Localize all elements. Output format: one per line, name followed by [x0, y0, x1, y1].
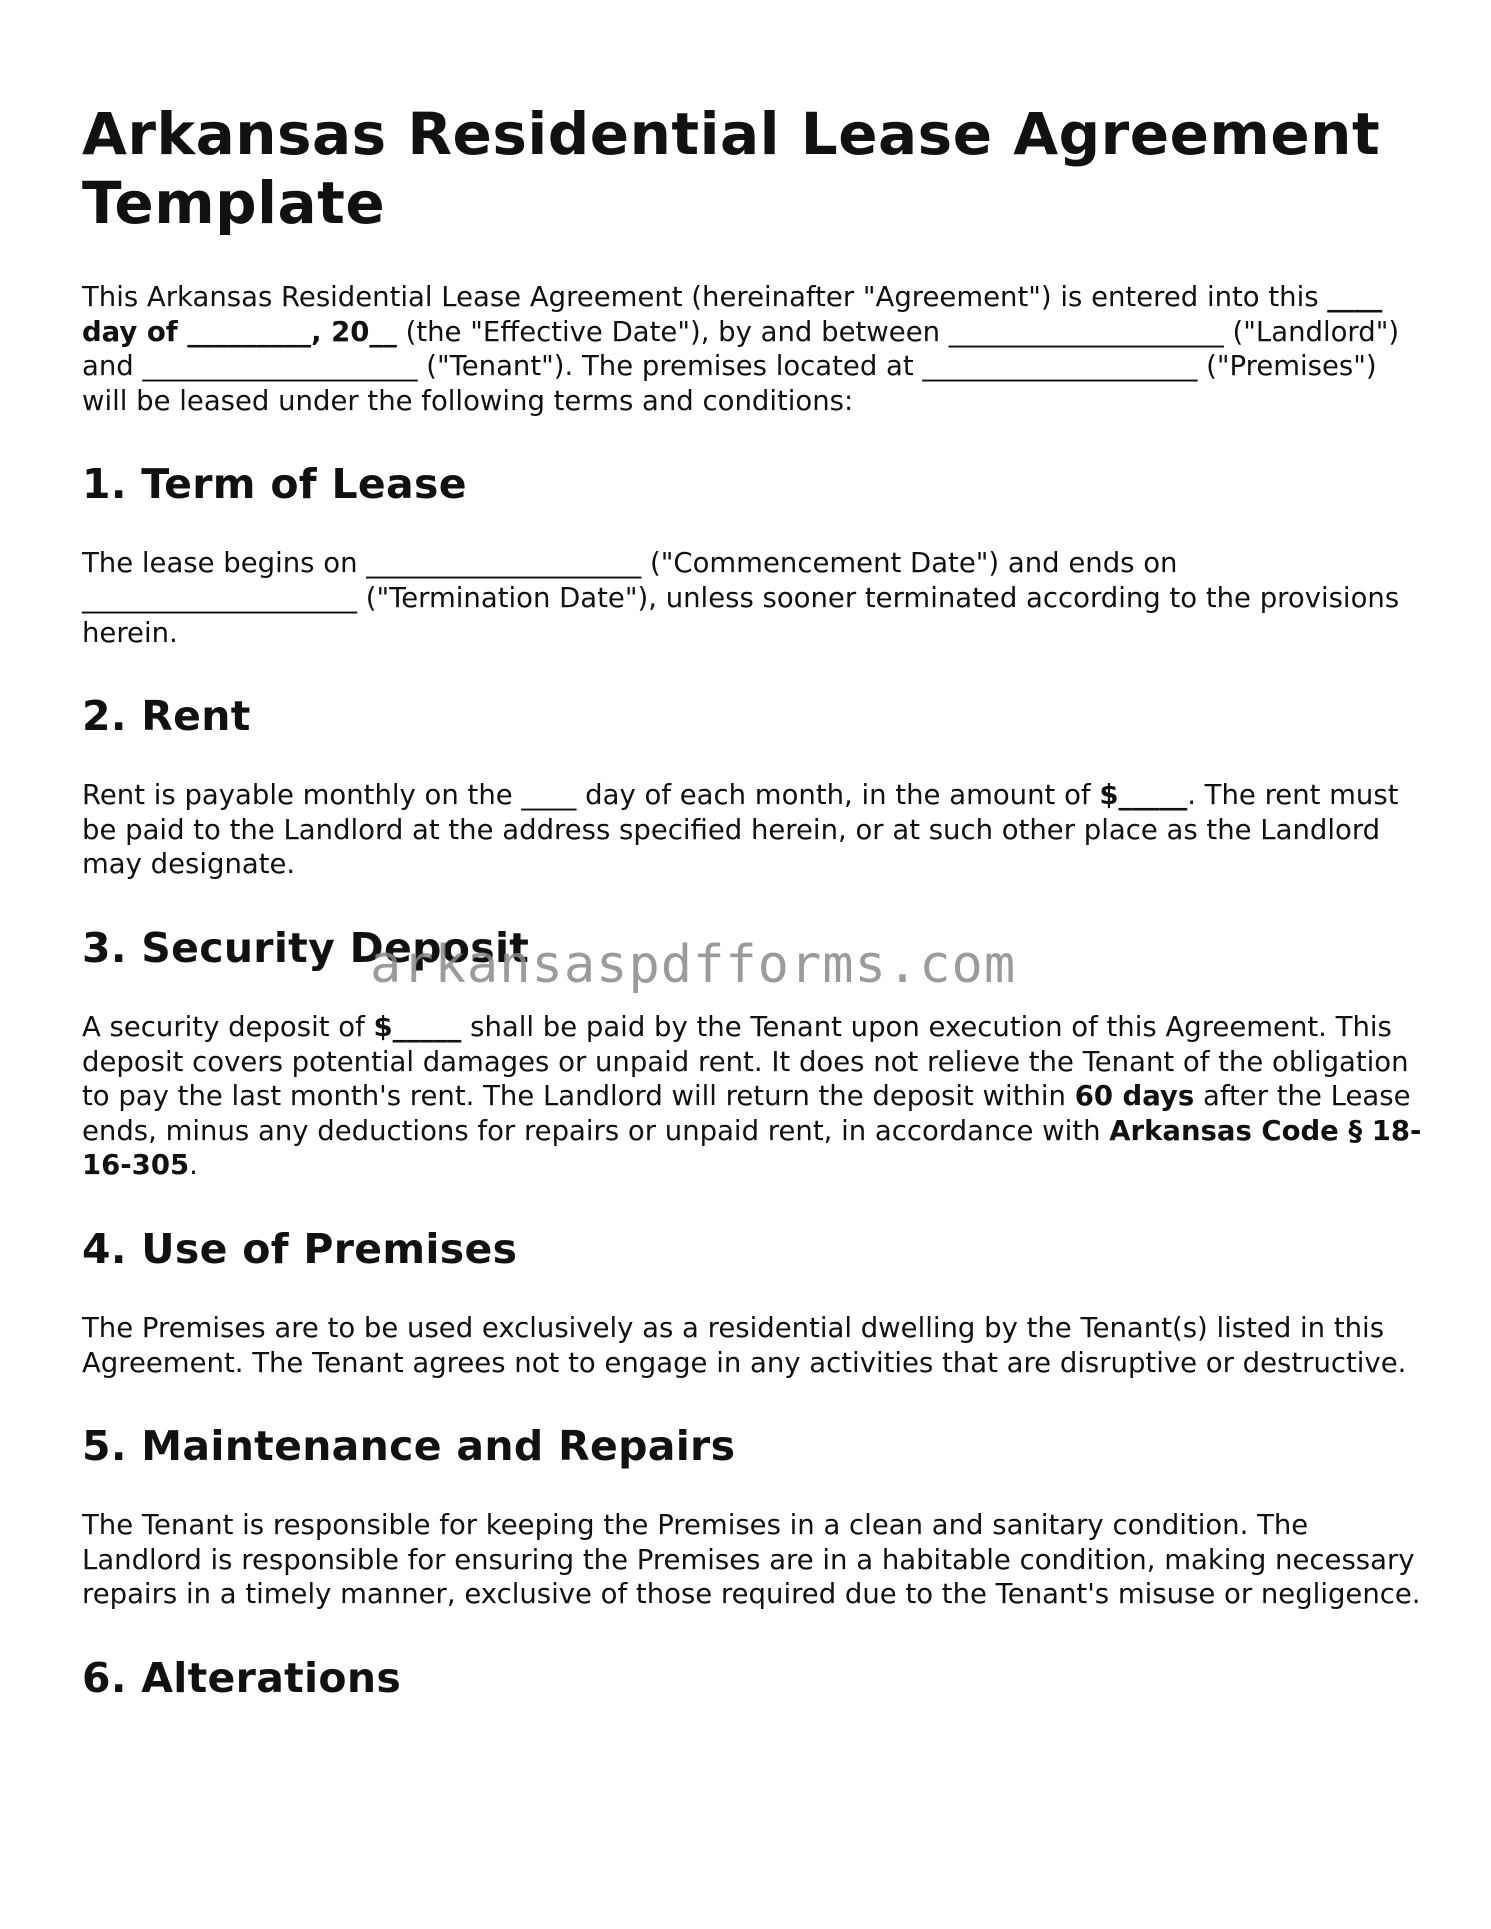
deposit-text-1: A security deposit of	[82, 1010, 374, 1043]
section-heading-use-of-premises: 4. Use of Premises	[82, 1224, 518, 1273]
intro-text-1: This Arkansas Residential Lease Agreement (hereinafter "Agreement") is entered into this	[82, 281, 1328, 313]
deposit-statute-reference: Arkansas Code § 18-16-305	[82, 1114, 1422, 1182]
section-heading-security-deposit: 3. Security Deposit	[82, 923, 530, 972]
section-heading-maintenance: 5. Maintenance and Repairs	[82, 1422, 736, 1471]
section-heading-rent: 2. Rent	[82, 692, 251, 741]
deposit-return-period: 60 days	[1074, 1080, 1195, 1113]
section-heading-alterations: 6. Alterations	[82, 1653, 402, 1702]
deposit-text-4: .	[189, 1149, 198, 1182]
intro-paragraph	[82, 280, 1422, 418]
section-text-security-deposit	[82, 1010, 1422, 1183]
section-heading-term: 1. Term of Lease	[82, 460, 467, 509]
section-text-rent	[82, 778, 1422, 882]
deposit-text-2: shall be paid by the Tenant upon execution of this Agreement. This deposit covers potential damages or unpaid rent. It does not relieve the Tenant of the obligation to pay the last month's rent. The Landlord will return the deposit within	[82, 1010, 1409, 1113]
intro-text-2: (the "Effective Date"), by and between ____________________ ("Landlord") and ____________________ ("Tenant"). The premises located at ____________________ ("Premises") will be leased under the following terms and conditions:	[82, 315, 1400, 417]
section-text-use-of-premises: The Premises are to be used exclusively as a residential dwelling by the Tenant(s) listed in this Agreement. The Tenant agrees not to engage in any activities that are disruptive or destructive.	[82, 1311, 1407, 1379]
rent-text-2: . The rent must be paid to the Landlord at the address specified herein, or at such other place as the Landlord may designate.	[82, 779, 1399, 881]
document-page	[82, 100, 1422, 1740]
deposit-amount-blank: $_____	[373, 1010, 462, 1043]
deposit-text-3: after the Lease ends, minus any deductions for repairs or unpaid rent, in accordance with	[82, 1080, 1411, 1147]
page-title: Arkansas Residential Lease Agreement Template	[82, 100, 1381, 237]
rent-text-1: Rent is payable monthly on the ____ day of each month, in the amount of	[82, 779, 1100, 812]
watermark-text: arkansaspdfforms.com	[370, 935, 1017, 995]
rent-amount-blank: $_____	[1099, 779, 1188, 812]
section-text-term: The lease begins on ____________________ ("Commencement Date") and ends on ____________________ ("Termination Date"), unless sooner terminated according to the provisions herein.	[82, 547, 1400, 649]
intro-effective-date-blank: ____ day of _________, 20__	[82, 281, 1383, 348]
section-text-maintenance: The Tenant is responsible for keeping the Premises in a clean and sanitary condition. The Landlord is responsible for ensuring the Premises are in a habitable condition, making necessary repairs in a timely manner, exclusive of those required due to the Tenant's misuse or negligence.	[82, 1509, 1421, 1611]
